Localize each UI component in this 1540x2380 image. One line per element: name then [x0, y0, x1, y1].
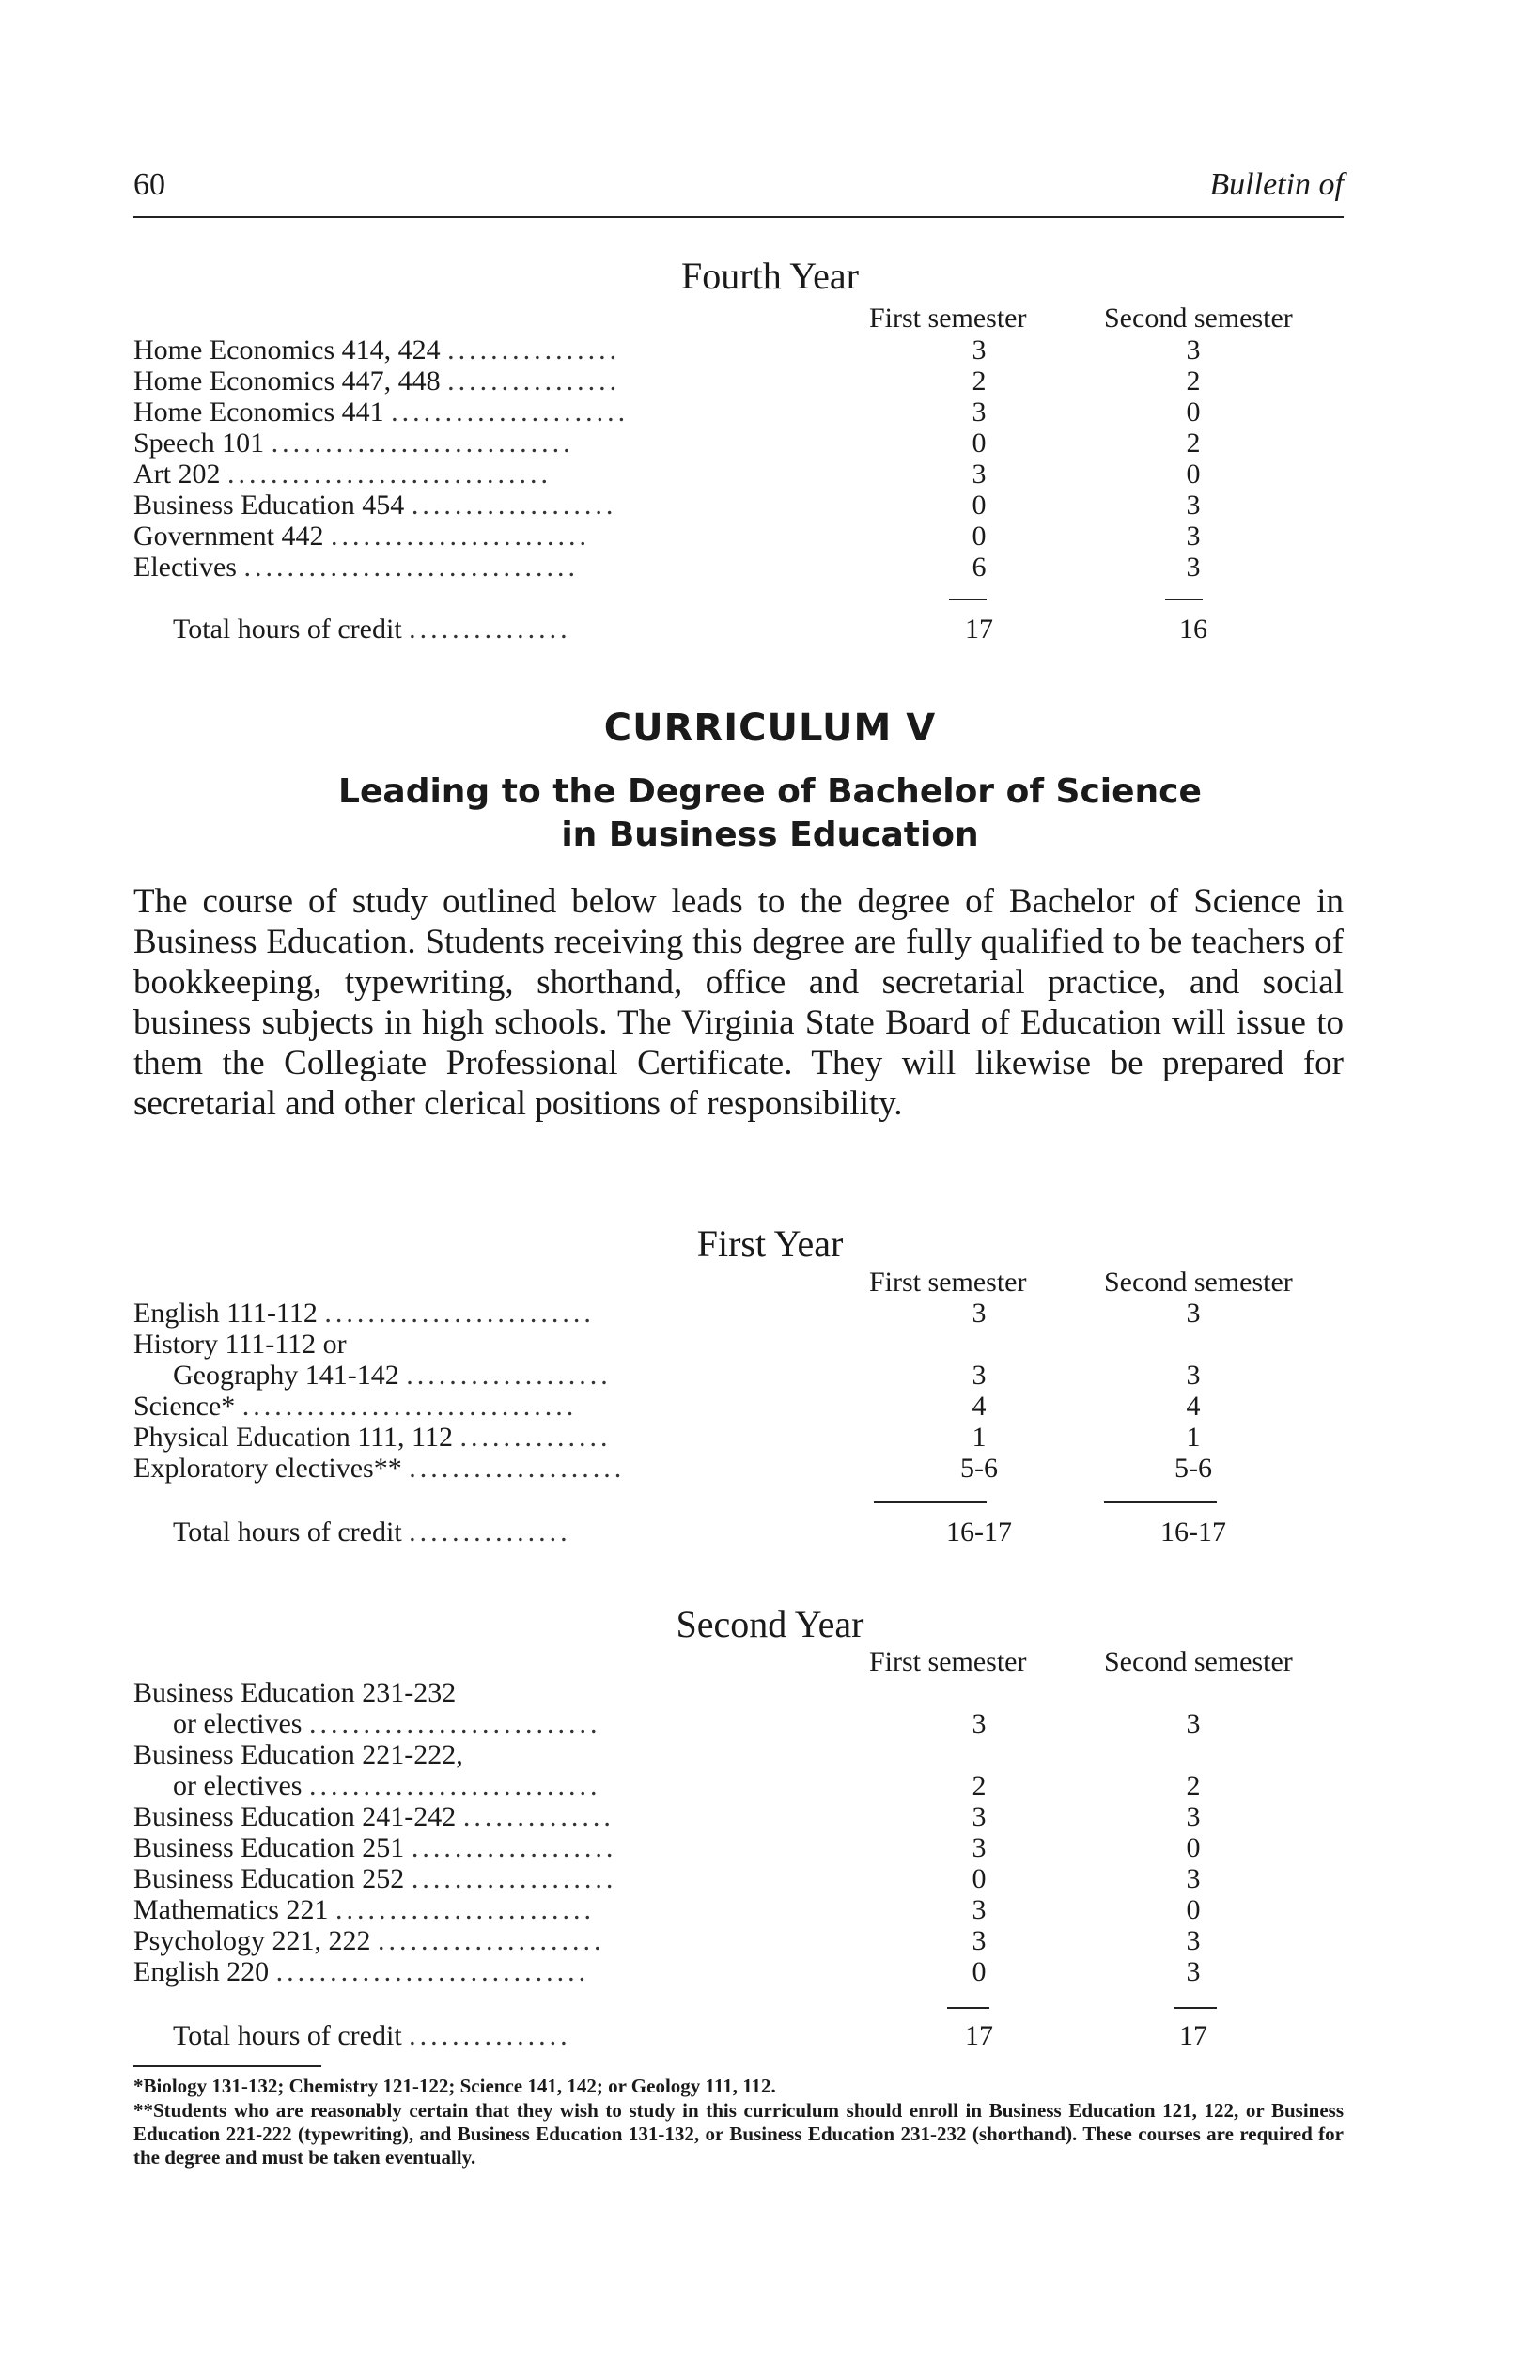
course-label: Business Education 221-222,: [133, 1739, 463, 1770]
sum-rule: [949, 599, 987, 600]
course-label: Home Economics 447, 448 ................: [133, 366, 621, 397]
first-semester-value: 5-6: [960, 1453, 998, 1484]
first-year-title: First Year: [696, 1222, 844, 1265]
table-row: [133, 459, 1201, 490]
second-year-col1-head: First semester: [869, 1646, 1027, 1677]
second-semester-value: 3: [1186, 1360, 1201, 1391]
total-row: [133, 1517, 1226, 1548]
curriculum-subheading-2: in Business Education: [561, 816, 979, 854]
second-semester-value: 0: [1186, 459, 1201, 490]
first-year-col2-head: Second semester: [1104, 1267, 1293, 1298]
running-head: [133, 167, 1344, 216]
course-label: Home Economics 441 ......................: [133, 397, 630, 428]
table-row: [133, 490, 1201, 521]
course-label: or electives ...........................: [173, 1770, 601, 1801]
second-semester-value: 1: [1186, 1422, 1201, 1453]
course-label: Home Economics 414, 424 ................: [133, 334, 621, 366]
table-row: [133, 1863, 1201, 1894]
course-label: Business Education 241-242 ..............: [133, 1801, 614, 1832]
fourth-year-col2-head: Second semester: [1104, 303, 1293, 334]
total-first: 16-17: [946, 1517, 1012, 1548]
table-row: [133, 552, 1201, 583]
second-semester-value: 0: [1186, 1894, 1201, 1925]
table-row: [133, 397, 1201, 428]
course-label: Business Education 251 ...................: [133, 1832, 617, 1863]
curriculum-subheading-1: Leading to the Degree of Bachelor of Science: [338, 772, 1202, 811]
total-label: Total hours of credit ...............: [173, 2020, 571, 2051]
second-semester-value: 2: [1186, 1770, 1201, 1801]
first-semester-value: 3: [972, 397, 987, 428]
first-semester-value: 2: [972, 366, 987, 397]
second-semester-value: 3: [1186, 1801, 1201, 1832]
curriculum-description: The course of study outlined below leads to the degree of Bachelor of Science in Business Education. Students receiving this degree are fully qualified to be teachers of bookkeeping, typewriting, shorthand, office and secretarial practice, and social business subjects in high schools. The Virginia State Board of Education will issue to them the Collegiate Professional Certificate. They will likewise be prepared for secretarial and other clerical positions of responsibility.: [133, 882, 1344, 1123]
curriculum-heading: CURRICULUM V: [603, 707, 937, 750]
course-label: or electives ...........................: [173, 1708, 601, 1739]
first-year-col1-head: First semester: [869, 1267, 1027, 1298]
second-semester-value: 2: [1186, 428, 1201, 459]
first-semester-value: 3: [972, 1360, 987, 1391]
course-label: Business Education 252 ...................: [133, 1863, 617, 1894]
course-label: Speech 101 ............................: [133, 428, 574, 459]
second-semester-value: 3: [1186, 1956, 1201, 1987]
table-row: [133, 1925, 1201, 1956]
table-row: [133, 1832, 1201, 1863]
first-semester-value: 4: [972, 1391, 987, 1422]
second-semester-value: 4: [1186, 1391, 1201, 1422]
course-label: Business Education 454 ...................: [133, 490, 617, 521]
header-rule: [133, 216, 1344, 218]
course-label: English 220 .............................: [133, 1956, 590, 1987]
first-semester-value: 0: [972, 428, 987, 459]
sum-rule: [874, 1501, 987, 1503]
first-semester-value: 3: [972, 1832, 987, 1863]
bulletin-title: Bulletin of: [1209, 167, 1344, 202]
second-year-title: Second Year: [676, 1603, 864, 1645]
course-label: Government 442 ........................: [133, 521, 590, 552]
total-first: 17: [965, 614, 993, 645]
sum-rule: [1104, 1501, 1217, 1503]
second-semester-value: 3: [1186, 490, 1201, 521]
table-row-prefix: [133, 1739, 1167, 1770]
second-semester-value: 3: [1186, 1708, 1201, 1739]
second-semester-value: 0: [1186, 1832, 1201, 1863]
course-label: Art 202 ..............................: [133, 459, 552, 490]
total-label: Total hours of credit ...............: [173, 614, 571, 645]
table-row: [133, 366, 1201, 397]
first-semester-value: 1: [972, 1422, 987, 1453]
first-semester-value: 3: [972, 1925, 987, 1956]
sum-rule: [947, 2007, 989, 2009]
first-semester-value: 3: [972, 1801, 987, 1832]
total-label: Total hours of credit ...............: [173, 1517, 571, 1548]
total-second: 16: [1179, 614, 1207, 645]
course-label: Mathematics 221 ........................: [133, 1894, 595, 1925]
total-first: 17: [965, 2020, 993, 2051]
course-label: English 111-112 .........................: [133, 1298, 595, 1329]
table-row: [133, 1298, 1201, 1329]
table-row: [133, 428, 1201, 459]
second-semester-value: 2: [1186, 366, 1201, 397]
second-semester-value: 3: [1186, 1925, 1201, 1956]
second-semester-value: 3: [1186, 552, 1201, 583]
table-row: [133, 1770, 1201, 1801]
second-semester-value: 3: [1186, 521, 1201, 552]
table-row: [133, 1453, 1212, 1484]
first-semester-value: 0: [972, 1956, 987, 1987]
table-row-prefix: [133, 1329, 1167, 1360]
page-number: 60: [133, 167, 165, 202]
second-year-col2-head: Second semester: [1104, 1646, 1293, 1677]
course-label: Geography 141-142 ...................: [173, 1360, 612, 1391]
course-label: Exploratory electives** ....................: [133, 1453, 626, 1484]
table-row: [133, 521, 1201, 552]
course-label: Electives ...............................: [133, 552, 579, 583]
course-label: History 111-112 or: [133, 1329, 347, 1360]
table-row: [133, 334, 1201, 366]
table-row: [133, 1956, 1201, 1987]
course-label: Business Education 231-232: [133, 1677, 457, 1708]
table-row: [133, 1391, 1201, 1422]
table-row: [133, 1801, 1201, 1832]
first-semester-value: 3: [972, 459, 987, 490]
second-semester-value: 3: [1186, 1863, 1201, 1894]
first-semester-value: 0: [972, 1863, 987, 1894]
first-semester-value: 3: [972, 1894, 987, 1925]
footnote-1: *Biology 131-132; Chemistry 121-122; Science 141, 142; or Geology 111, 112.: [133, 2075, 776, 2097]
sum-rule: [1165, 599, 1203, 600]
second-semester-value: 0: [1186, 397, 1201, 428]
second-semester-value: 5-6: [1174, 1453, 1212, 1484]
footnote-rule: [133, 2065, 321, 2067]
first-semester-value: 3: [972, 1298, 987, 1329]
table-row-prefix: [133, 1677, 1167, 1708]
second-semester-value: 3: [1186, 334, 1201, 366]
first-semester-value: 0: [972, 521, 987, 552]
course-label: Science* ...............................: [133, 1391, 578, 1422]
total-second: 17: [1179, 2020, 1207, 2051]
fourth-year-title: Fourth Year: [681, 255, 859, 297]
first-semester-value: 3: [972, 334, 987, 366]
second-semester-value: 3: [1186, 1298, 1201, 1329]
course-label: Psychology 221, 222 .....................: [133, 1925, 605, 1956]
first-semester-value: 0: [972, 490, 987, 521]
table-row: [133, 1894, 1201, 1925]
sum-rule: [1174, 2007, 1217, 2009]
table-row: [133, 1422, 1201, 1453]
first-semester-value: 3: [972, 1708, 987, 1739]
fourth-year-col1-head: First semester: [869, 303, 1027, 334]
footnote-2: **Students who are reasonably certain that they wish to study in this curriculum should enroll in Business Education 121, 122, or Business Education 221-222 (typewriting), and Business Education 131-132, or Business Education 231-232 (shorthand). These courses are required for the degree and must be taken eventually.: [133, 2099, 1344, 2169]
first-semester-value: 6: [972, 552, 987, 583]
table-row: [133, 1708, 1201, 1739]
first-semester-value: 2: [972, 1770, 987, 1801]
table-row: [133, 1360, 1201, 1391]
course-label: Physical Education 111, 112 ..............: [133, 1422, 612, 1453]
total-row: [133, 614, 1207, 645]
total-row: [133, 2020, 1207, 2051]
total-second: 16-17: [1160, 1517, 1226, 1548]
